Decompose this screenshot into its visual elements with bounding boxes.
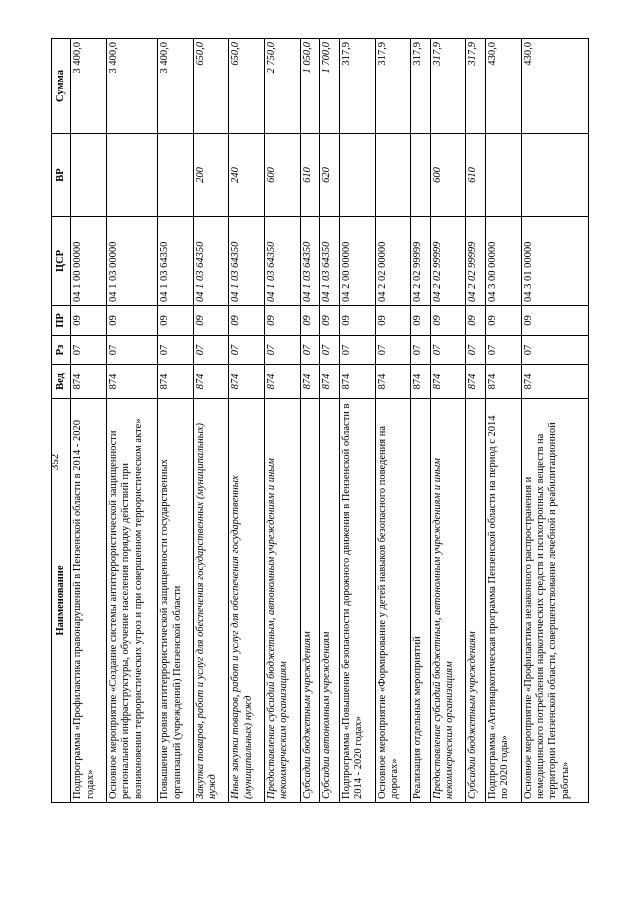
- csr-cell: 04 1 03 64350: [320, 217, 340, 306]
- csr-cell: 04 3 01 00000: [521, 217, 588, 306]
- vr-cell: 200: [193, 134, 229, 217]
- pr-cell: 09: [521, 306, 588, 336]
- rz-cell: 07: [158, 336, 194, 365]
- table-row: [106, 39, 157, 803]
- csr-cell: 04 2 02 00000: [375, 217, 411, 306]
- table-body: [71, 39, 589, 803]
- sum-cell: 3 400,0: [158, 39, 194, 134]
- vr-cell: [71, 134, 107, 217]
- col-header-pr: ПР: [52, 306, 71, 336]
- pr-cell: 09: [466, 306, 486, 336]
- budget-table: [51, 38, 589, 803]
- pr-cell: 09: [229, 306, 265, 336]
- pr-cell: 09: [193, 306, 229, 336]
- rz-cell: 07: [106, 336, 157, 365]
- vr-cell: 240: [229, 134, 265, 217]
- name-cell: Закупка товаров, работ и услуг для обеспечения государственных (муниципальных) нужд: [193, 399, 229, 803]
- col-header-ved: Вед: [52, 365, 71, 399]
- col-header-vr: ВР: [52, 134, 71, 217]
- table-row: [320, 39, 340, 803]
- rz-cell: 07: [375, 336, 411, 365]
- sum-cell: 317,9: [375, 39, 411, 134]
- table-row: [265, 39, 301, 803]
- csr-cell: 04 1 03 64350: [229, 217, 265, 306]
- name-cell: Основное мероприятие «Формирование у детей навыков безопасного поведения на дорогах»: [375, 399, 411, 803]
- vr-cell: 610: [300, 134, 320, 217]
- sum-cell: 650,0: [193, 39, 229, 134]
- csr-cell: 04 1 03 64350: [300, 217, 320, 306]
- csr-cell: 04 1 03 64350: [158, 217, 194, 306]
- name-cell: Предоставление субсидий бюджетным, автономным учреждениям и иным некоммерческим организациям: [265, 399, 301, 803]
- table-row: [340, 39, 376, 803]
- table-row: [411, 39, 431, 803]
- vr-cell: 620: [320, 134, 340, 217]
- ved-cell: 874: [229, 365, 265, 399]
- vr-cell: [521, 134, 588, 217]
- vr-cell: 610: [466, 134, 486, 217]
- csr-cell: 04 2 00 00000: [340, 217, 376, 306]
- name-cell: Субсидии автономным учреждениям: [320, 399, 340, 803]
- vr-cell: [411, 134, 431, 217]
- table-header: [52, 39, 71, 803]
- page-number: 352: [49, 453, 61, 471]
- rz-cell: 07: [430, 336, 466, 365]
- pr-cell: 09: [158, 306, 194, 336]
- pr-cell: 09: [300, 306, 320, 336]
- rz-cell: 07: [265, 336, 301, 365]
- rz-cell: 07: [193, 336, 229, 365]
- ved-cell: 874: [106, 365, 157, 399]
- csr-cell: 04 3 00 00000: [486, 217, 522, 306]
- sum-cell: 1 050,0: [300, 39, 320, 134]
- csr-cell: 04 2 02 99999: [430, 217, 466, 306]
- csr-cell: 04 1 03 64350: [193, 217, 229, 306]
- csr-cell: 04 2 02 99999: [411, 217, 431, 306]
- vr-cell: 600: [265, 134, 301, 217]
- pr-cell: 09: [106, 306, 157, 336]
- sum-cell: 317,9: [411, 39, 431, 134]
- table-row: [430, 39, 466, 803]
- rz-cell: 07: [521, 336, 588, 365]
- csr-cell: 04 1 03 64350: [265, 217, 301, 306]
- col-header-name: Наименование: [52, 399, 71, 803]
- col-header-sum: Сумма: [52, 39, 71, 134]
- vr-cell: [106, 134, 157, 217]
- table-row: [229, 39, 265, 803]
- pr-cell: 09: [430, 306, 466, 336]
- name-cell: Основное мероприятие «Профилактика незаконного распространения и немедицинского потребления наркотических средств и психотропных веществ на территории Пензенской области, совершенствование лечебной и реабилитационной работы»: [521, 399, 588, 803]
- ved-cell: 874: [340, 365, 376, 399]
- sum-cell: 2 750,0: [265, 39, 301, 134]
- name-cell: Иные закупки товаров, работ и услуг для обеспечения государственных (муниципальных) нужд: [229, 399, 265, 803]
- vr-cell: 600: [430, 134, 466, 217]
- ved-cell: 874: [300, 365, 320, 399]
- rz-cell: 07: [320, 336, 340, 365]
- name-cell: Подпрограмма «Повышение безопасности дорожного движения в Пензенской области в 2014 - 2020 годах»: [340, 399, 376, 803]
- header-row: [52, 39, 71, 803]
- table-row: [193, 39, 229, 803]
- table-row: [300, 39, 320, 803]
- pr-cell: 09: [486, 306, 522, 336]
- rz-cell: 07: [340, 336, 376, 365]
- ved-cell: 874: [71, 365, 107, 399]
- ved-cell: 874: [158, 365, 194, 399]
- name-cell: Предоставление субсидий бюджетным, автономным учреждениям и иным некоммерческим организациям: [430, 399, 466, 803]
- pr-cell: 09: [340, 306, 376, 336]
- sum-cell: 317,9: [430, 39, 466, 134]
- name-cell: Основное мероприятие «Создание системы антитеррористической защищенности региональной инфраструктуры, обучение населения порядку действий при возникновении террористических угроз и при совершенном террористическом акте»: [106, 399, 157, 803]
- name-cell: Подпрограмма «Профилактика правонарушений в Пензенской области в 2014 - 2020 годах»: [71, 399, 107, 803]
- ved-cell: 874: [193, 365, 229, 399]
- table-row: [466, 39, 486, 803]
- ved-cell: 874: [265, 365, 301, 399]
- ved-cell: 874: [411, 365, 431, 399]
- pr-cell: 09: [265, 306, 301, 336]
- col-header-rz: Рз: [52, 336, 71, 365]
- sum-cell: 317,9: [466, 39, 486, 134]
- name-cell: Реализация отдельных мероприятий: [411, 399, 431, 803]
- ved-cell: 874: [320, 365, 340, 399]
- name-cell: Подпрограмма «Антинаркотическая программа Пензенской области на период с 2014 по 2020 годы»: [486, 399, 522, 803]
- csr-cell: 04 1 03 00000: [106, 217, 157, 306]
- name-cell: Субсидии бюджетным учреждениям: [300, 399, 320, 803]
- rz-cell: 07: [300, 336, 320, 365]
- pr-cell: 09: [71, 306, 107, 336]
- sum-cell: 430,0: [521, 39, 588, 134]
- pr-cell: 09: [411, 306, 431, 336]
- sum-cell: 317,9: [340, 39, 376, 134]
- sum-cell: 3 400,0: [106, 39, 157, 134]
- sum-cell: 650,0: [229, 39, 265, 134]
- ved-cell: 874: [466, 365, 486, 399]
- rz-cell: 07: [411, 336, 431, 365]
- rz-cell: 07: [466, 336, 486, 365]
- sum-cell: 1 700,0: [320, 39, 340, 134]
- ved-cell: 874: [486, 365, 522, 399]
- vr-cell: [158, 134, 194, 217]
- table-row: [486, 39, 522, 803]
- vr-cell: [486, 134, 522, 217]
- csr-cell: 04 2 02 99999: [466, 217, 486, 306]
- vr-cell: [375, 134, 411, 217]
- rotated-table-container: [51, 39, 589, 803]
- table-row: [375, 39, 411, 803]
- vr-cell: [340, 134, 376, 217]
- sum-cell: 430,0: [486, 39, 522, 134]
- ved-cell: 874: [375, 365, 411, 399]
- pr-cell: 09: [375, 306, 411, 336]
- table-row: [521, 39, 588, 803]
- rz-cell: 07: [229, 336, 265, 365]
- name-cell: Повышение уровня антитеррористической защищенности государственных организаций (учреждений) Пензенской области: [158, 399, 194, 803]
- table-row: [71, 39, 107, 803]
- ved-cell: 874: [521, 365, 588, 399]
- rz-cell: 07: [486, 336, 522, 365]
- pr-cell: 09: [320, 306, 340, 336]
- csr-cell: 04 1 00 00000: [71, 217, 107, 306]
- rz-cell: 07: [71, 336, 107, 365]
- ved-cell: 874: [430, 365, 466, 399]
- table-row: [158, 39, 194, 803]
- sum-cell: 3 400,0: [71, 39, 107, 134]
- name-cell: Субсидии бюджетным учреждениям: [466, 399, 486, 803]
- col-header-csr: ЦСР: [52, 217, 71, 306]
